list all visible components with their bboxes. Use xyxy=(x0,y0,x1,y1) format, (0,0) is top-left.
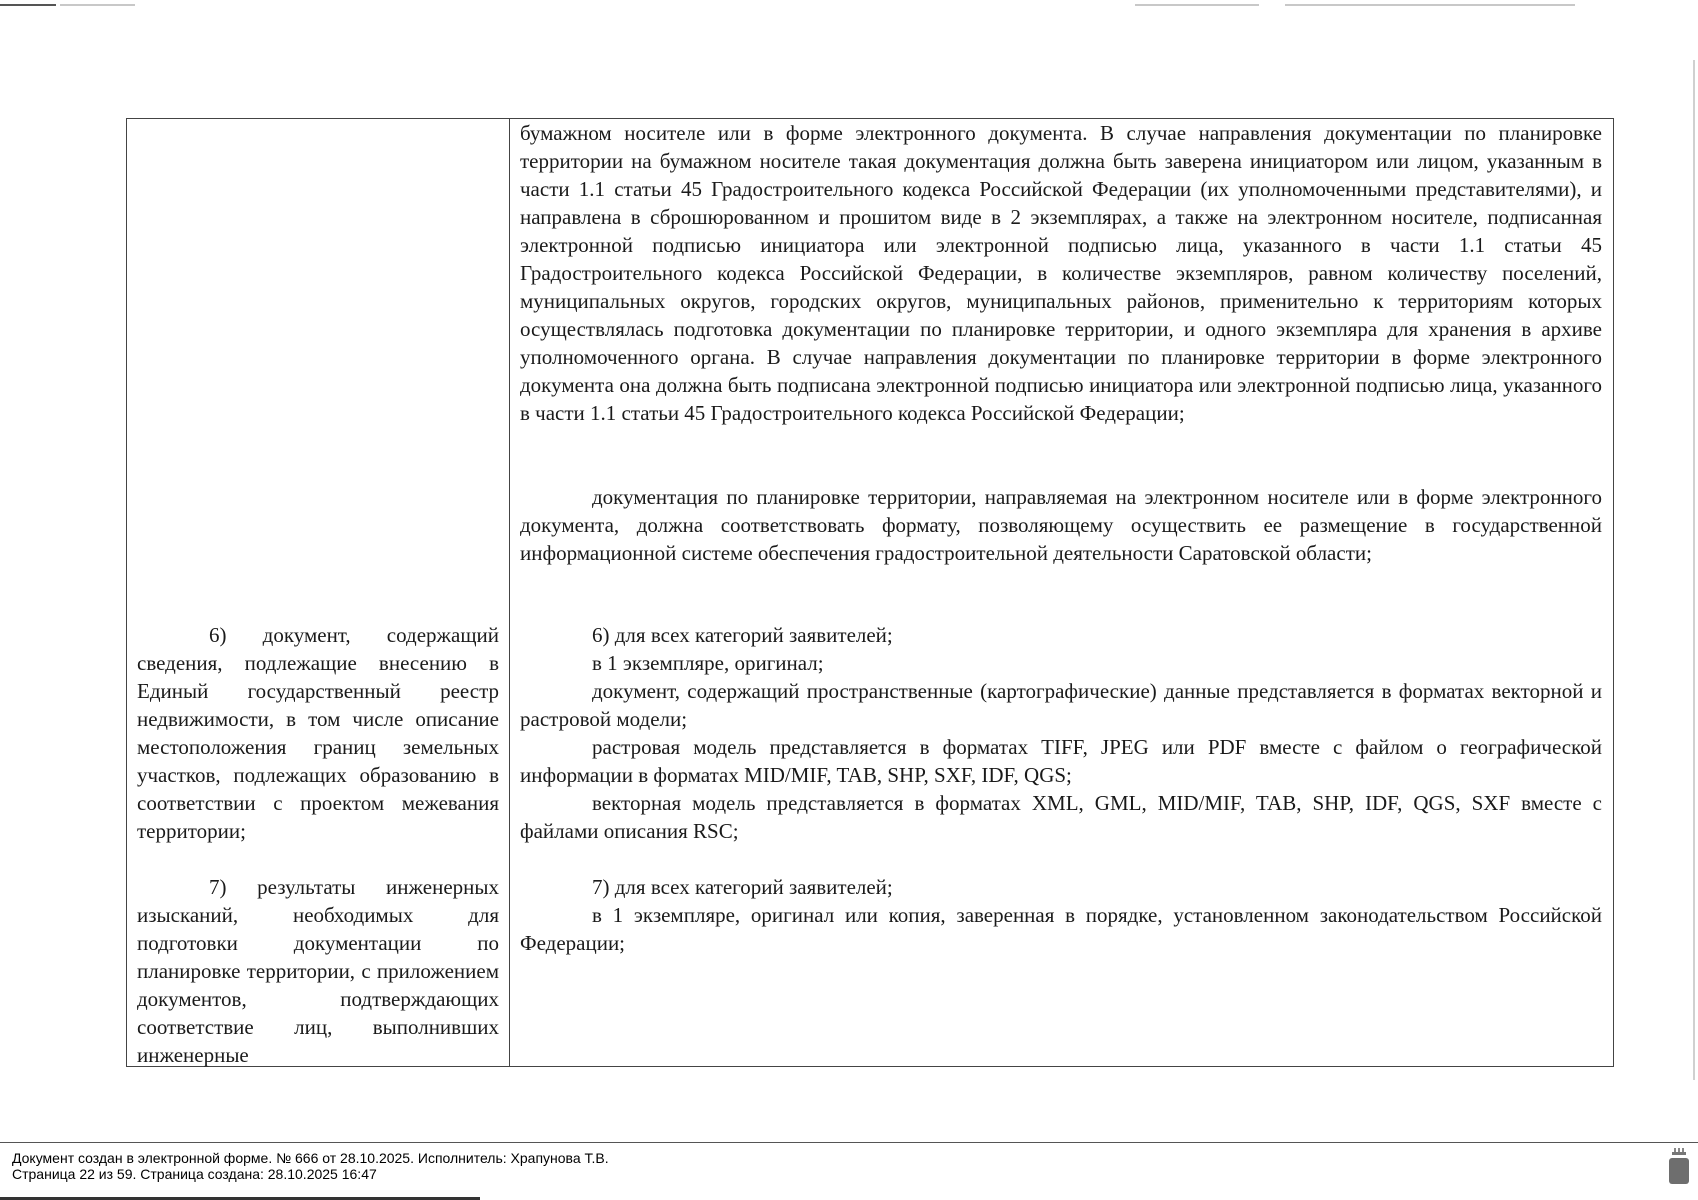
row6-left-cell: 6) документ, содержащий сведения, подлежащие внесению в Единый государственный реестр недвижимости, в том числе описание местоположения границ земельных участков, подлежащих образованию в соответствии с проектом межевания территории; xyxy=(137,623,499,843)
row7-left-cell: 7) результаты инженерных изысканий, необходимых для подготовки документации по планировке территории, с приложением документов, подтверждающих соответствие лиц, выполнивших инженерные xyxy=(137,875,499,1067)
row6-right-line-1: 6) для всех категорий заявителей; xyxy=(592,623,893,647)
scan-artifact-top-right-1 xyxy=(1135,4,1259,6)
row7-right-line-1: 7) для всех категорий заявителей; xyxy=(592,875,893,899)
footer-page-info: Страница 22 из 59. Страница создана: 28.10.2025 16:47 xyxy=(12,1166,377,1182)
row6-right-line-2: в 1 экземпляре, оригинал; xyxy=(592,651,824,675)
scan-edge-right xyxy=(1693,60,1695,1080)
row7-right-line-2: в 1 экземпляре, оригинал или копия, заверенная в порядке, установленном законодательством Российской Федерации; xyxy=(520,903,1602,955)
row6-right-line-3: документ, содержащий пространственные (картографические) данные представляется в форматах векторной и растровой модели; xyxy=(520,679,1602,731)
document-footer xyxy=(0,1142,1698,1182)
table-column-requirements xyxy=(510,119,1613,1066)
requirements-table xyxy=(126,118,1614,1067)
continuation-paragraph-2: документация по планировке территории, направляемая на электронном носителе или в форме электронного документа, должна соответствовать формату, позволяющему осуществить ее размещение в государственной информационной системе обеспечения градостроительной деятельности Саратовской области; xyxy=(520,485,1602,565)
scan-artifact-top-left-light xyxy=(60,4,135,6)
row6-right-line-5: векторная модель представляется в форматах XML, GML, MID/MIF, TAB, SHP, IDF, QGS, SXF вместе с файлами описания RSC; xyxy=(520,791,1602,843)
footer-document-info: Документ создан в электронной форме. № 666 от 28.10.2025. Исполнитель: Храпунова Т.В. xyxy=(12,1150,609,1166)
row6-right-line-4: растровая модель представляется в форматах TIFF, JPEG или PDF вместе с файлом о географической информации в форматах MID/MIF, TAB, SHP, SXF, IDF, QGS; xyxy=(520,735,1602,787)
continuation-paragraph-1: бумажном носителе или в форме электронного документа. В случае направления документации по планировке территории на бумажном носителе такая документация должна быть заверена инициатором или лицом, указанным в части 1.1 статьи 45 Градостроительного кодекса Российской Федерации (их уполномоченными представителями), и направлена в сброшюрованном и прошитом виде в 2 экземплярах, а также на электронном носителе, подписанная электронной подписью инициатора или электронной подписью лица, указанного в части 1.1 статьи 45 Градостроительного кодекса Российской Федерации, в количестве экземпляров, равном количеству поселений, муниципальных округов, городских округов, муниципальных районов, применительно к территориям которых осуществлялась подготовка документации по планировке территории, и одного экземпляра для хранения в архиве уполномоченного органа. В случае направления документации по планировке территории в форме электронного документа она должна быть подписана электронной подписью инициатора или электронной подписью лица, указанного в части 1.1 статьи 45 Градостроительного кодекса Российской Федерации; xyxy=(520,121,1602,425)
table-column-document xyxy=(127,119,510,1066)
document-stamp-icon xyxy=(1668,1148,1690,1184)
scan-artifact-top-right-2 xyxy=(1285,4,1575,6)
scan-artifact-top-left xyxy=(0,4,56,6)
